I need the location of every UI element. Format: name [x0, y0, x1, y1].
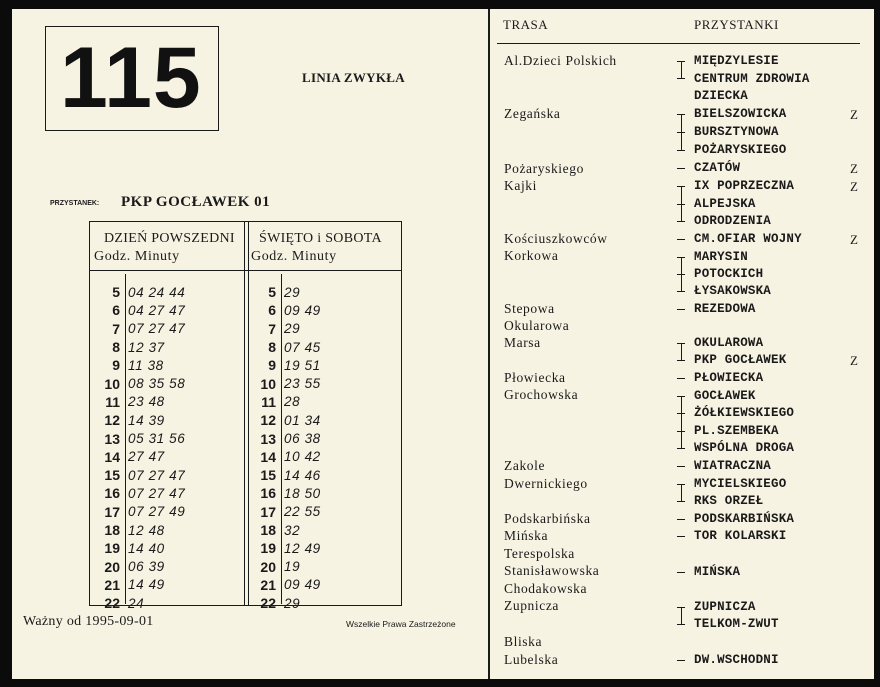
route-stop: GOCŁAWEK: [694, 389, 756, 403]
route-stop: CM.OFIAR WOJNY: [694, 232, 802, 246]
hour-cell: 6: [112, 302, 120, 319]
route-street: Zupnicza: [504, 598, 560, 613]
bracket-tick: [677, 501, 685, 502]
stop-bracket: [681, 61, 682, 78]
timetable-row: [90, 594, 185, 612]
minutes-cell: 12 37: [128, 339, 165, 355]
timetable-row: [246, 594, 321, 612]
rights-notice: Wszelkie Prawa Zastrzeżone: [346, 619, 456, 629]
stop-bracket: [681, 396, 682, 448]
route-street: Stanisławowska: [504, 563, 600, 578]
hour-cell: 11: [261, 393, 276, 410]
route-street: Stepowa: [504, 301, 555, 316]
minutes-cell: 14 40: [128, 540, 165, 556]
minutes-cell: 28: [284, 394, 301, 410]
bracket-tick: [677, 360, 685, 361]
route-stop: PODSKARBIŃSKA: [694, 512, 795, 526]
route-stop: BURSZTYNOWA: [694, 125, 779, 139]
holiday-title: ŚWIĘTO i SOBOTA: [259, 231, 382, 246]
route-stop: ŻÓŁKIEWSKIEGO: [694, 406, 795, 420]
timetable-row: [246, 356, 321, 374]
hour-cell: 21: [104, 576, 120, 593]
stop-label: PRZYSTANEK:: [50, 200, 100, 207]
bracket-tick: [677, 431, 685, 432]
route-street: Dwernickiego: [504, 476, 588, 491]
hour-cell: 18: [104, 522, 120, 538]
minutes-cell: 09 49: [284, 577, 321, 593]
stop-bracket: [681, 607, 682, 624]
bracket-tick: [677, 343, 685, 344]
stop-bracket: [681, 343, 682, 360]
route-header-rule: [497, 43, 860, 44]
route-street: Podskarbińska: [504, 511, 591, 526]
minutes-cell: 07 27 47: [128, 321, 186, 337]
timetable-row: [246, 557, 321, 575]
hour-cell: 14: [260, 448, 276, 465]
timetable-row: [90, 484, 185, 502]
hour-cell: 9: [268, 357, 276, 374]
minutes-cell: 22 55: [284, 504, 321, 520]
route-street: Okularowa: [504, 318, 570, 333]
bracket-tick: [677, 150, 685, 151]
timetable-row: [246, 539, 321, 557]
bracket-tick: [677, 607, 685, 608]
hour-cell: 22: [260, 595, 276, 612]
route-street: Chodakowska: [504, 581, 588, 596]
timetable-row: [246, 448, 321, 466]
minutes-cell: 05 31 56: [128, 431, 186, 447]
hour-cell: 8: [268, 339, 276, 356]
hour-cell: 15: [104, 467, 120, 484]
minutes-cell: 18 50: [284, 485, 321, 501]
route-stop: ODRODZENIA: [694, 214, 772, 228]
hour-cell: 16: [260, 485, 276, 502]
hour-cell: 10: [104, 375, 120, 392]
bracket-tick: [677, 413, 685, 414]
bracket-tick: [677, 484, 685, 485]
minutes-cell: 29: [284, 321, 301, 337]
minutes-cell: 07 45: [284, 339, 321, 355]
route-street: Lubelska: [504, 652, 559, 667]
route-street: Korkowa: [504, 248, 559, 263]
timetable-grid: [89, 221, 402, 612]
hour-cell: 5: [268, 284, 276, 301]
center-divider: [488, 9, 490, 679]
route-stop: MIŃSKA: [694, 565, 741, 579]
route-street: Mińska: [504, 528, 549, 543]
route-stop: WIATRACZNA: [694, 459, 772, 473]
hour-cell: 8: [112, 339, 120, 356]
connector-dash: [677, 519, 685, 520]
route-stop: WSPÓLNA DROGA: [694, 441, 795, 455]
hour-cell: 7: [268, 320, 276, 337]
bracket-tick: [677, 624, 685, 625]
timetable-row: [90, 521, 185, 539]
minutes-cell: 04 27 47: [128, 302, 186, 318]
timetable-row: [90, 557, 185, 575]
hour-cell: 20: [260, 558, 276, 575]
hour-cell: 15: [260, 467, 276, 484]
z-mark: Z: [850, 232, 858, 247]
route-street: Pożaryskiego: [504, 161, 584, 176]
route-stop: ŁYSAKOWSKA: [694, 284, 772, 298]
weekday-column: [90, 283, 185, 612]
route-street: Zegańska: [504, 106, 561, 121]
route-street: Al.Dzieci Polskich: [504, 53, 617, 68]
minutes-cell: 23 48: [128, 394, 165, 410]
connector-dash: [677, 378, 685, 379]
connector-dash: [677, 239, 685, 240]
hour-cell: 10: [260, 375, 276, 392]
connector-dash: [677, 536, 685, 537]
hour-cell: 17: [104, 503, 120, 520]
minutes-cell: 14 46: [284, 467, 321, 483]
minutes-cell: 29: [284, 284, 301, 300]
hour-cell: 22: [104, 595, 120, 612]
minutes-cell: 04 24 44: [128, 284, 186, 300]
route-stop: ALPEJSKA: [694, 197, 756, 211]
timetable-row: [246, 338, 321, 356]
minutes-cell: 19: [284, 559, 301, 575]
minutes-cell: 32: [284, 522, 301, 538]
timetable-row: [90, 539, 185, 557]
bracket-tick: [677, 221, 685, 222]
bracket-tick: [677, 132, 685, 133]
minutes-cell: 24: [128, 595, 145, 611]
route-stop: PL.SZEMBEKA: [694, 424, 779, 438]
minutes-cell: 29: [284, 595, 301, 611]
route-stop: MYCIELSKIEGO: [694, 477, 787, 491]
route-stop: DZIECKA: [694, 89, 748, 103]
minutes-cell: 12 48: [128, 522, 165, 538]
hour-cell: 13: [260, 430, 276, 447]
weekday-title: DZIEŃ POWSZEDNI: [104, 231, 235, 246]
route-street: Bliska: [504, 634, 543, 649]
z-mark: Z: [850, 353, 858, 368]
bracket-tick: [677, 204, 685, 205]
hour-cell: 5: [112, 284, 120, 301]
timetable-row: [246, 320, 321, 338]
route-stop: MIĘDZYLESIE: [694, 54, 779, 68]
timetable-row: [90, 374, 185, 392]
line-number: 115: [60, 30, 202, 126]
route-street: Płowiecka: [504, 370, 566, 385]
timetable-row: [90, 283, 185, 301]
hour-cell: 16: [104, 485, 120, 502]
line-number-box: [45, 26, 219, 131]
timetable-row: [90, 338, 185, 356]
timetable-row: [90, 301, 185, 319]
route-stop: IX POPRZECZNA: [694, 179, 795, 193]
timetable-row: [246, 521, 321, 539]
route-street: Kajki: [504, 178, 537, 193]
route-street: Marsa: [504, 335, 541, 350]
route-street: Zakole: [504, 458, 546, 473]
bracket-tick: [677, 291, 685, 292]
minutes-cell: 07 27 49: [128, 504, 186, 520]
minutes-cell: 07 27 47: [128, 467, 186, 483]
bracket-tick: [677, 396, 685, 397]
hour-cell: 17: [260, 503, 276, 520]
timetable-row: [246, 283, 321, 301]
route-stop: BIELSZOWICKA: [694, 107, 787, 121]
connector-dash: [677, 660, 685, 661]
connector-dash: [677, 168, 685, 169]
bracket-tick: [677, 61, 685, 62]
timetable-row: [90, 411, 185, 429]
bracket-tick: [677, 78, 685, 79]
minutes-cell: 23 55: [284, 376, 321, 392]
stops-col-header: PRZYSTANKI: [694, 17, 779, 32]
timetable-row: [246, 576, 321, 594]
minutes-cell: 14 39: [128, 412, 165, 428]
timetable-row: [246, 411, 321, 429]
timetable-row: [90, 393, 185, 411]
stop-name: PKP GOCŁAWEK 01: [121, 194, 271, 210]
route-stop: POŻARYSKIEGO: [694, 143, 787, 157]
minutes-cell: 11 38: [128, 357, 164, 373]
minutes-cell: 06 38: [284, 431, 321, 447]
timetable-row: [90, 503, 185, 521]
hour-cell: 9: [112, 357, 120, 374]
minutes-cell: 12 49: [284, 540, 321, 556]
header-separator: [90, 270, 401, 271]
route-stop: PŁOWIECKA: [694, 371, 764, 385]
route-street: Kościuszkowców: [504, 231, 608, 246]
minutes-cell: 10 42: [284, 449, 321, 465]
route-stop: OKULAROWA: [694, 336, 764, 350]
hour-cell: 20: [104, 558, 120, 575]
route-stop: DW.WSCHODNI: [694, 653, 779, 667]
route-street: Grochowska: [504, 387, 579, 402]
stop-bracket: [681, 484, 682, 501]
hour-cell: 7: [112, 320, 120, 337]
route-stop: TELKOM-ZWUT: [694, 617, 779, 631]
route-street: Terespolska: [504, 546, 575, 561]
minutes-cell: 07 27 47: [128, 485, 186, 501]
bracket-tick: [677, 257, 685, 258]
holiday-col-sub: Godz. Minuty: [251, 249, 337, 264]
bracket-tick: [677, 274, 685, 275]
route-stop: TOR KOLARSKI: [694, 529, 787, 543]
hour-cell: 21: [260, 576, 276, 593]
z-mark: Z: [850, 107, 858, 122]
hour-cell: 19: [104, 540, 120, 557]
connector-dash: [677, 466, 685, 467]
timetable-row: [90, 356, 185, 374]
hour-cell: 11: [105, 393, 120, 410]
route-stop: POTOCKICH: [694, 267, 764, 281]
timetable-row: [90, 576, 185, 594]
hour-cell: 6: [268, 302, 276, 319]
connector-dash: [677, 572, 685, 573]
timetable-row: [90, 448, 185, 466]
z-mark: Z: [850, 179, 858, 194]
route-stop: CZATÓW: [694, 161, 741, 175]
timetable-row: [246, 301, 321, 319]
timetable-row: [246, 393, 321, 411]
route-stop: CENTRUM ZDROWIA: [694, 72, 810, 86]
timetable-row: [90, 466, 185, 484]
route-stop: ZUPNICZA: [694, 600, 756, 614]
minutes-cell: 14 49: [128, 577, 165, 593]
minutes-cell: 09 49: [284, 302, 321, 318]
minutes-cell: 06 39: [128, 559, 165, 575]
holiday-column: [246, 283, 321, 612]
bracket-tick: [677, 448, 685, 449]
minutes-cell: 19 51: [284, 357, 321, 373]
timetable-row: [246, 484, 321, 502]
timetable-row: [246, 503, 321, 521]
hour-cell: 14: [104, 448, 120, 465]
timetable-row: [246, 466, 321, 484]
hour-cell: 12: [104, 412, 120, 429]
route-stop: REZEDOWA: [694, 302, 756, 316]
valid-from: Ważny od 1995-09-01: [23, 614, 154, 629]
connector-dash: [677, 309, 685, 310]
route-stop: PKP GOCŁAWEK: [694, 353, 787, 367]
hour-cell: 18: [260, 522, 276, 538]
route-col-header: TRASA: [503, 17, 549, 32]
hour-cell: 19: [260, 540, 276, 557]
timetable-row: [246, 429, 321, 447]
minutes-cell: 27 47: [128, 449, 165, 465]
hour-cell: 13: [104, 430, 120, 447]
bracket-tick: [677, 186, 685, 187]
timetable-row: [90, 429, 185, 447]
minutes-cell: 08 35 58: [128, 376, 186, 392]
route-stop: MARYSIN: [694, 250, 748, 264]
route-stop: RKS ORZEŁ: [694, 494, 764, 508]
hour-cell: 12: [260, 412, 276, 429]
timetable-row: [90, 320, 185, 338]
line-type: LINIA ZWYKŁA: [302, 70, 405, 85]
minutes-cell: 01 34: [284, 412, 321, 428]
bracket-tick: [677, 114, 685, 115]
z-mark: Z: [850, 161, 858, 176]
timetable-row: [246, 374, 321, 392]
weekday-col-sub: Godz. Minuty: [94, 249, 180, 264]
